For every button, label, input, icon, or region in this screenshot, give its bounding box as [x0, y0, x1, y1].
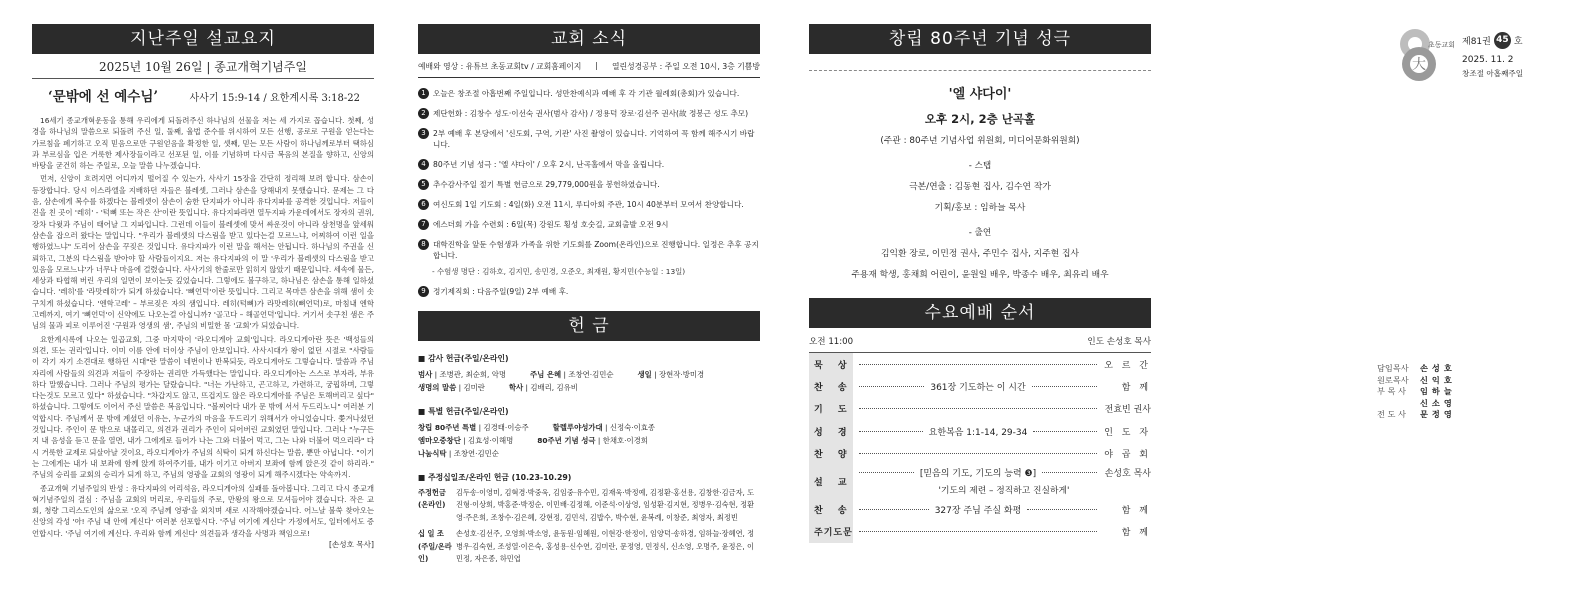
sermon-scripture: 사사기 15:9-14 / 요한계시록 3:18-22	[189, 93, 360, 104]
news-text: 80주년 기념 성극 : '엘 샤다이' / 오후 2시, 난곡홀에서 막을 올립니다.	[433, 160, 665, 169]
order-performer: 함 께	[1121, 528, 1151, 539]
order-performer: 손성호 목사	[1104, 469, 1151, 480]
news-text: 대학진학을 앞둔 수험생과 가족을 위한 기도회를 Zoom(온라인)으로 진행합니다. 일정은 추후 공지합니다.	[433, 240, 759, 260]
offering-tithe-title: ■ 주정십일조/온라인 헌금 (10.23-10.29)	[418, 473, 572, 482]
order-content: 327장 주님 주실 화평	[934, 506, 1022, 517]
offering-special-rows	[418, 421, 760, 460]
news-item	[418, 199, 760, 210]
offering-category: 창립 80주년 특별	[418, 423, 477, 432]
news-text: 추수감사주일 절기 특별 헌금으로 29,779,000원을 봉헌하였습니다.	[433, 180, 660, 189]
news-item	[418, 219, 760, 230]
offering-category: 나눔식탁	[418, 449, 447, 458]
masthead	[1462, 32, 1523, 79]
order-label: 찬 송	[809, 498, 853, 520]
leader-dots	[859, 531, 1097, 532]
order-label: 기 도	[809, 398, 853, 420]
order-row	[809, 521, 1151, 543]
musical-staff-line: 극본/연출 : 김동현 집사, 김수연 작가	[909, 182, 1051, 192]
staff-role: 담임목사	[1377, 363, 1409, 373]
sermon-header: 지난주일 설교요지	[32, 24, 374, 54]
offering-names: | 신정숙·이효종	[602, 423, 656, 432]
staff-list	[1377, 363, 1456, 421]
sermon-paragraph: 먼저, 신앙이 흐려지면 어디까지 떨어질 수 있는가, 사사기 15장을 간단히 정리해 보려 합니다. 삼손이 등장합니다. 당시 이스라엘을 지배하던 자들은 블레셋, 그러나 삼손을 당해내지 못했습니다. 문제는 그 다음, 삼손에게 복수를 하겠다는 블레셋이 삼손이 숨한 단지파가 아니라 유다지파를 공격한 것입니다. 저들이 진을 친 곳이 '레히' - '턱뼈 또는 작은 산'이란 뜻입니다. 유다지파라면 열두지파 가운데에서도 장자의 권위, 장차 다윗과 주님이 태어날 그 지파입니다. 그런데 이들이 블레셋에 맞서 싸운것이 아니라 삼천명을 앞세워 삼손을 잡으러 왔다는 말입니다. "우리가 블레셋의 다스림을 받고 있다는걸 모르느냐, 어찌하여 이런 일을 행하였느냐" 도리어 삼손을 꾸짖은 것입니다. 유다지파가 이런 말을 해서는 안됩니다. 하나님의 주권을 신뢰하고, 그분의 다스림을 받아야 할 사람들이지요. 저는 유다지파의 이 말 '우리가 블레셋의 다스림을 받고 있음을 모르느냐'가 너무나 마음에 걸렸습니다. 사사기의 한줄로만 읽히지 않았기 때문입니다. 세속에 물든, 세상과 타협해 버린 우리의 일면이 보이는듯 깊었습니다. 그렇에도 불구하고, 하나님은 삼손을 통해 일하셨습니다. '레히'를 '라맛레히'가 되게 하셨습니다. '뼈언덕'이란 뜻입니다. 그리고 목마른 삼손을 위해 샘이 솟구치게 하셨습니다. '엔학고레' – 부르짖은 자의 샘입니다. 레히(턱뼈)가 라맛레히(뼈언덕)로, 마침내 엔학고레까지, 여기 '뼈언덕'이 신약에도 나오는걸 아십니까? '골고다 – 해골언덕'입니다. 거기서 솟구친 샘은 주님의 물과 피로 이루어진 '구원과 영생의 샘', 주님의 비밀한 몸 '교회'가 되었습니다.	[32, 174, 374, 331]
issue-line	[1462, 32, 1523, 49]
order-label: 찬 송	[809, 375, 853, 397]
order-performer: 인 도 자	[1104, 427, 1152, 438]
issue-number: 45	[1494, 32, 1511, 49]
news-text: 제단헌화 : 김창수 성도·이선숙 권사(범사 감사) / 정용덕 장로·김선주 권사(故 정봉근 성도 추모)	[433, 109, 749, 118]
order-line	[853, 503, 1151, 516]
news-sub-list: - 수험생 명단 : 김하호, 김지민, 송민경, 오준오, 최재원, 황지민(수능일 : 13일)	[432, 267, 686, 276]
staff-name: 신익호	[1420, 374, 1456, 385]
news-text: 정기제직회 : 다음주일(9일) 2부 예배 후.	[433, 287, 569, 296]
order-row	[809, 498, 1151, 520]
order-line	[853, 380, 1151, 393]
order-performer: 함 께	[1121, 382, 1152, 393]
leader-dots	[859, 472, 914, 473]
news-number-badge: 1	[418, 88, 429, 99]
news-text: 여신도회 1일 기도회 : 4일(화) 오전 11시, 루디아회 주관, 10시 40분부터 모여서 찬양합니다.	[433, 200, 744, 209]
staff-name: 손성호	[1420, 363, 1456, 373]
order-performer: 야 곱 회	[1104, 449, 1151, 460]
offering-entry	[418, 381, 497, 394]
leader-dots	[1033, 431, 1097, 432]
offering-names: | 조병관, 최순희, 악명	[432, 370, 506, 379]
offering-category: 엠마오중창단	[418, 436, 461, 445]
news-number-badge: 8	[418, 239, 429, 250]
worship-leader: 인도 손성호 목사	[1087, 337, 1151, 347]
offering-names: | 한채호·이경희	[595, 436, 648, 445]
volume: 제81권	[1462, 37, 1491, 47]
news-number-badge: 2	[418, 108, 429, 119]
news-sub-left: 예배와 영상 : 유튜브 초동교회tv / 교회홈페이지	[418, 62, 582, 71]
staff-role: 원로목사	[1377, 374, 1409, 385]
order-line	[853, 358, 1151, 371]
news-item	[418, 179, 760, 190]
news-item	[418, 108, 760, 119]
news-number-badge: 5	[418, 179, 429, 190]
musical-info	[809, 83, 1151, 280]
order-line	[857, 466, 1151, 479]
news-item	[418, 286, 760, 297]
news-item	[418, 88, 760, 99]
staff-row	[1377, 386, 1456, 398]
news-item	[418, 159, 760, 170]
musical-staff-title: - 스탭	[968, 161, 992, 171]
musical-time: 오후 2시, 2층 난곡홀	[924, 112, 1036, 126]
offering-entry	[418, 421, 541, 434]
offering-row	[418, 421, 760, 434]
sermon-section	[32, 24, 374, 550]
offering-names: | 조창연·김민순	[446, 449, 499, 458]
order-label: 주기도문	[809, 521, 853, 543]
staff-row	[1377, 398, 1456, 410]
news-subheader	[418, 61, 760, 78]
offering-weekly-names: 김두송·이영미, 김혁경·박중욱, 김임중·유수민, 김재욱·박정예, 김정환·홍선용, 김창한·김금자, 도진형·이상희, 박홍준·박정순, 이민배·김정해, 이준석·이상영, 임성환·김지현, 정병우·김숙현, 정환영·주은희, 조창수·김은혜, 강현정, 김민석, 김밥수, 박수현, 윤복례, 이창준, 최영자, 최정빈	[456, 488, 755, 522]
musical-cast-title: - 출연	[968, 228, 992, 238]
order-row	[809, 353, 1151, 375]
staff-name: 신소영	[1420, 397, 1456, 408]
order-double	[853, 466, 1151, 496]
news-text: 2부 예배 후 본당에서 '신도회, 구역, 기관' 사진 촬영이 있습니다. 기억하여 꼭 함께 해주시기 바랍니다.	[433, 129, 755, 149]
offering-category: 생명의 말씀	[418, 383, 457, 392]
leader-dots	[859, 431, 923, 432]
news-sub-separator: |	[595, 61, 599, 70]
offering-tithe-label: 십 일 조 (주일/온라인)	[418, 529, 452, 564]
order-label: 성 경	[809, 420, 853, 442]
staff-name: 임하늘	[1420, 386, 1456, 397]
musical-cast-line: 주용재 학생, 홍채희 어린이, 윤원일 배우, 박종수 배우, 최유리 배우	[851, 270, 1109, 280]
news-item	[418, 239, 760, 261]
offering-entry	[418, 368, 518, 381]
staff-row	[1377, 363, 1456, 375]
offering-row	[418, 447, 760, 460]
offering-thanks-rows	[418, 368, 760, 394]
news-sub-right: 열린성경공부 : 주일 오전 10시, 3층 기쁨방	[612, 62, 760, 71]
staff-role: 전 도 사	[1377, 409, 1406, 420]
worship-meta	[809, 335, 1151, 353]
leader-dots	[1042, 472, 1097, 473]
offering-tithe-names: 손성호·김선주, 오영희·박소영, 윤동원·임혜원, 이현강·한정이, 임양덕·송하경, 임하늘·장혜연, 정병우·김숙현, 조성열·이은숙, 홍성용·신수연, 김미란, 문정영, 민정식, 신소영, 오명주, 윤정은, 이민정, 자은종, 하민엽	[456, 529, 755, 564]
offering-entry	[553, 421, 667, 434]
order-line	[853, 425, 1151, 438]
order-row	[809, 464, 1151, 498]
order-row	[809, 442, 1151, 464]
leader-dots	[859, 386, 924, 387]
musical-section	[809, 24, 1151, 543]
offering-names: | 김효성·이해명	[460, 436, 514, 445]
offering-category: 학사	[508, 383, 524, 392]
staff-role: 부 목 사	[1377, 386, 1406, 397]
offering-entry	[530, 368, 626, 381]
news-item	[418, 128, 760, 150]
offering-category: 80주년 기념 성극	[537, 436, 596, 445]
leader-dots	[859, 364, 1097, 365]
leader-dots	[859, 408, 1097, 409]
issue-date: 2025. 11. 2	[1462, 55, 1514, 65]
offering-names: | 김경태·이승주	[476, 423, 529, 432]
leader-dots	[1032, 386, 1097, 387]
offering-row	[418, 434, 760, 447]
offering-entry	[638, 368, 717, 381]
leader-dots	[859, 453, 1097, 454]
order-performer: 오 르 간	[1104, 360, 1151, 371]
order-content: 요한복음 1:1-14, 29-34	[928, 427, 1028, 438]
offering-category: 주님 은혜	[529, 370, 562, 379]
sermon-title: ‘문밖에 선 예수님’	[48, 89, 159, 105]
offering-weekly-list	[418, 487, 760, 524]
offering-special-title: ■ 특별 헌금(주일/온라인)	[418, 407, 509, 416]
sermon-signature: [손성호 목사]	[328, 539, 374, 549]
staff-role	[1377, 398, 1420, 410]
offering-names: | 김배리, 김유비	[523, 383, 578, 392]
news-list	[418, 88, 760, 297]
news-text: 에스더회 가을 수련회 : 6일(목) 강원도 횡성 호숫길, 교회출발 오전 9시	[433, 220, 669, 229]
sermon-paragraph: 16세기 종교개혁운동을 통해 우리에게 되돌려주신 하나님의 선물을 저는 세 가지로 꼽습니다. 첫째, 성경을 하나님의 말씀으로 되돌려 주신 일, 둘째, 율법 준수를 위시하여 모든 선행, 공로로 구원을 얻는다는 가르침을 폐기하고 오직 믿음으로만 구원얻음을 확정한 일, 셋째, 믿는 모든 사람이 하나님께로부터 택하심과 부르심을 입은 거룩한 제사장들이라고 선포된 일, 이를 기념하며 다시금 복음의 본질을 향하고, 신앙의 바탕을 굳건히 하는 주일로, 오늘 말씀 나누겠습니다.	[32, 116, 374, 171]
issue-suffix: 호	[1513, 37, 1523, 47]
divider	[809, 70, 1151, 71]
offering-names: | 김미란	[456, 383, 485, 392]
issue-week: 창조절 아홉째주일	[1462, 69, 1524, 78]
news-text: 오늘은 창조절 아홉번째 주일입니다. 성만찬예식과 예배 후 각 기관 월례회(총회)가 있습니다.	[433, 89, 740, 98]
offering-category: 생일	[637, 370, 652, 379]
offering-thanks-title: ■ 감사 헌금(주일/온라인)	[418, 354, 509, 363]
musical-host: (주관 : 80주년 기념사업 위원회, 미디어문화위원회)	[880, 136, 1080, 146]
offering-row	[418, 368, 760, 381]
offering-entry	[418, 434, 525, 447]
order-performer: 함 께	[1121, 506, 1151, 517]
worship-order	[809, 353, 1151, 543]
offering-category: 범사	[418, 370, 433, 379]
offering-category: 할렐루야성가대	[552, 423, 603, 432]
offering-header: 헌 금	[418, 311, 760, 341]
order-performer: 전효빈 권사	[1104, 405, 1151, 416]
news-header: 교회 소식	[418, 24, 760, 54]
news-number-badge: 9	[418, 286, 429, 297]
offering-row	[418, 381, 760, 394]
offering-entry	[509, 381, 590, 394]
sermon-paragraph: 요한계시록에 나오는 일곱교회, 그중 마지막이 '라오디게아 교회'입니다. 라오디게아란 뜻은 '백성들의 의견, 또는 권리'입니다. 이미 이름 안에 더이상 주님이 안보입니다. 사사시대가 왕이 없던 시절로 "사람들이 각기 자기 소견대로 행하던 시대"란 말씀이 네번이나 반복되듯, 라오디게아도 그렇습니다. 말씀과 주님자리에 사람들의 의견과 저들이 주장하는 권리만 가득했다는 말입니다. 라오디게아는 스스로 부자라, 부유하다 말했습니다. 그러나 주님의 평가는 달랐습니다. "너는 가난하고, 곤고하고, 가련하고, 궁핍하며, 그렇다는것도 모르고 있다" 하셨습니다. "차갑지도 않고, 뜨겁지도 않은 라오디게아를 주님은 토해버리고 싶다" 하셨습니다. 그렇에도 이어서 주신 말씀은 복음입니다. "볼찌어다 내가 문 밖에 서서 두드리노니" 여러분 기억합시다. 주님께서 문 밖에 계셨던 이유는, 누군가의 마음을 두드리기 위해서가 아니었습니다. 쫓겨나셨던 것입니다. 주인이 문 밖으로 내몰리고, 의견과 권리가 주인이 되어버린 교회였던 말입니다. 그러나 "누구든지 내 음성을 듣고 문을 열면, 내가 그에게로 들어가 나는 그와 더불어 먹고, 그는 나와 더불어 먹으리라" 다시 거룩한 교제로 되살아날 것이요, 라오디게아가 주님의 식탁이 되게 하신다는 말씀, 뿐만 아닙니다. "이기는 그에게는 내가 내 보좌에 함께 앉게 하여주기를, 내가 이기고 아버지 보좌에 함께 앉은것 같이 하리라." 주님의 승리를 교회의 승리가 되게 하고, 주님의 영광을 교회의 영광이 되게 해주시겠다는 약속까지.	[32, 334, 374, 480]
musical-title: '엘 샤다이'	[948, 87, 1012, 102]
offering-names: | 장현작·방미경	[651, 370, 705, 379]
leader-dots	[859, 509, 929, 510]
sermon-subtitle: '기도의 제련 – 정직하고 진실하게'	[938, 486, 1070, 497]
order-row	[809, 398, 1151, 420]
news-number-badge: 7	[418, 219, 429, 230]
order-content: 361장 기도하는 이 시간	[930, 382, 1026, 393]
offering-tithe-list	[418, 528, 760, 565]
church-logo	[1395, 26, 1455, 82]
offering-weekly-label: 주정헌금 (온라인)	[418, 488, 446, 510]
order-line	[853, 402, 1151, 415]
order-row	[809, 375, 1151, 397]
worship-time: 오전 11:00	[809, 337, 854, 347]
news-section	[418, 24, 760, 565]
worship-header: 수요예배 순서	[809, 298, 1151, 328]
musical-staff-line: 기획/홍보 : 임하늘 목사	[934, 203, 1026, 213]
news-number-badge: 3	[418, 128, 429, 139]
sermon-title-row	[32, 85, 374, 105]
order-label: 설 교	[809, 464, 853, 498]
sermon-date: 2025년 10월 26일 | 종교개혁기념주일	[32, 58, 374, 79]
offering-entry	[537, 434, 660, 447]
staff-row	[1377, 375, 1456, 387]
musical-cast-line: 김익환 장로, 이민정 권사, 주민수 집사, 지주현 집사	[881, 249, 1079, 259]
sermon-paragraph: 종교개혁 기념주일의 반성 : 유다지파의 어리석음, 라오디게아의 실패를 돌아봅니다. 그리고 다시 종교개혁기념주일의 결심 : 주님을 교회의 머리로, 우리들의 주로, 만왕의 왕으로 모셔들어야 겠습니다. 작은 교회, 청량 그리스도인의 삶으로 '오직 주님께 영광'을 외치며 새로 시작해야겠습니다. 어느날 불쑥 찾아오는 신앙의 각성 '아! 주님 내 안에 계신다' 여러분 선포합시다. '주님 여기에 계신다' 가정에서도, 일터에서도 증언합시다. '주님 여기에 계신다. 우리와 함께 계신다' 의견들과 생각을 사명과 책임으로!	[32, 483, 374, 538]
leader-dots	[1027, 509, 1097, 510]
staff-row	[1377, 409, 1456, 421]
order-line	[853, 525, 1151, 538]
order-label: 찬 양	[809, 442, 853, 464]
offering-names: | 조창연·김민순	[561, 370, 614, 379]
order-content: [믿음의 기도, 기도의 능력 ❸]	[919, 469, 1037, 480]
order-row	[809, 420, 1151, 442]
logo-symbol: 大	[1412, 57, 1426, 73]
news-number-badge: 4	[418, 159, 429, 170]
order-label: 묵 상	[809, 353, 853, 375]
musical-header: 창립 80주년 기념 성극	[809, 24, 1151, 54]
logo-name: 초동교회	[1428, 41, 1455, 49]
order-line	[853, 447, 1151, 460]
offering-entry	[418, 447, 511, 460]
news-number-badge: 6	[418, 199, 429, 210]
staff-name: 문정영	[1420, 409, 1456, 420]
